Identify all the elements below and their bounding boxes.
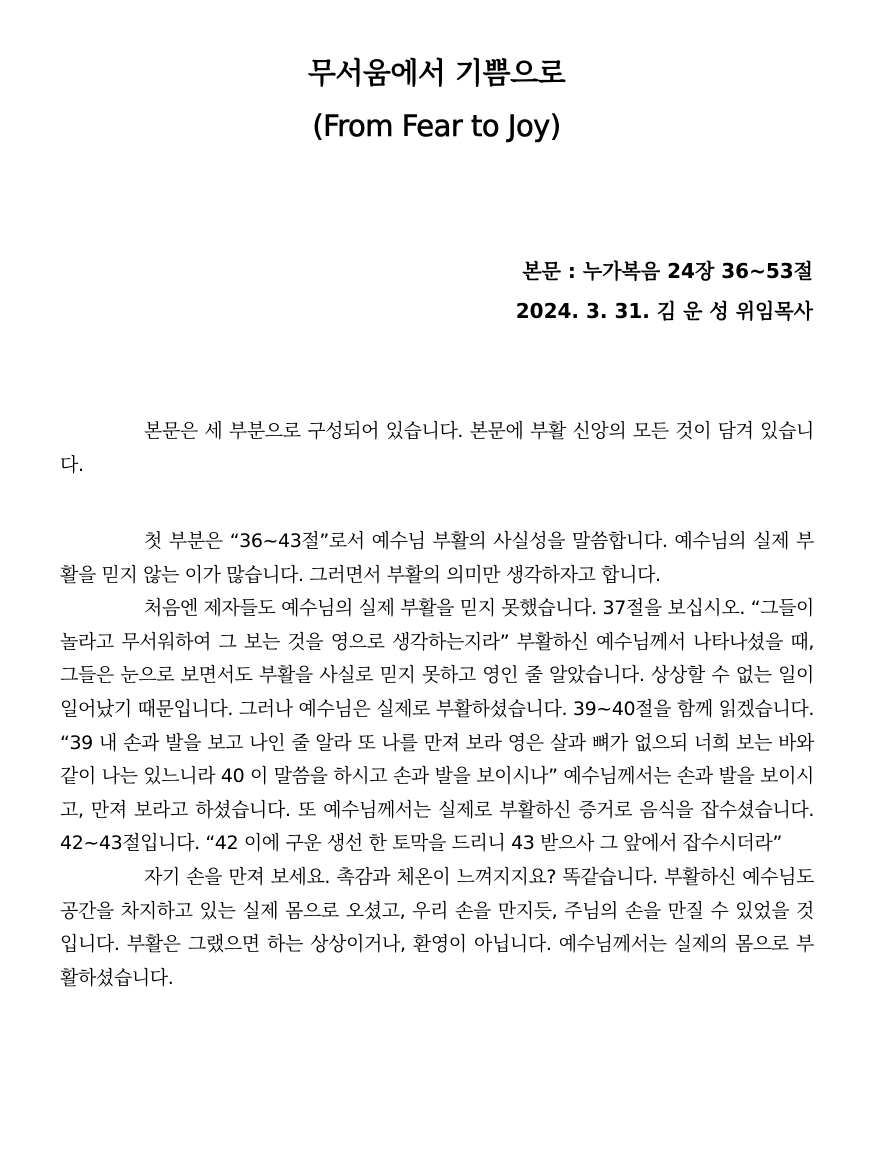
sermon-body <box>60 525 814 995</box>
scripture-reference: 본문 : 누가복음 24장 36~53절 <box>522 259 813 283</box>
sermon-title-korean: 무서움에서 기쁨으로 <box>307 56 566 90</box>
date-and-preacher: 2024. 3. 31. 김 운 성 위임목사 <box>515 299 813 323</box>
sermon-title-english: (From Fear to Joy) <box>312 109 561 143</box>
paragraph: 첫 부분은 “36~43절”로서 예수님 부활의 사실성을 말씀합니다. 예수님의 실제 부활을 믿지 않는 이가 많습니다. 그러면서 부활의 의미만 생각하자고 합니다. <box>60 530 814 586</box>
paragraph: 본문은 세 부분으로 구성되어 있습니다. 본문에 부활 신앙의 모든 것이 담겨 있습니다. <box>60 420 814 476</box>
sermon-intro <box>60 415 814 482</box>
paragraph: 자기 손을 만져 보세요. 촉감과 체온이 느껴지지요? 똑같습니다. 부활하신 예수님도 공간을 차지하고 있는 실제 몸으로 오셨고, 우리 손을 만지듯, 주님의 손을 만질 수 있었을 것입니다. 부활은 그랬으면 하는 상상이거나, 환영이 아닙니다. 예수님께서는 실제의 몸으로 부활하셨습니다. <box>60 865 814 989</box>
paragraph: 처음엔 제자들도 예수님의 실제 부활을 믿지 못했습니다. 37절을 보십시오. “그들이 놀라고 무서워하여 그 보는 것을 영으로 생각하는지라” 부활하신 예수님께서 나타나셨을 때, 그들은 눈으로 보면서도 부활을 사실로 믿지 못하고 영인 줄 알았습니다. 상상할 수 없는 일이 일어났기 때문입니다. 그러나 예수님은 실제로 부활하셨습니다. 39~40절을 함께 읽겠습니다. “39 내 손과 발을 보고 나인 줄 알라 또 나를 만져 보라 영은 살과 뼈가 없으되 너희 보는 바와 같이 나는 있느니라 40 이 말씀을 하시고 손과 발을 보이시나” 예수님께서는 손과 발을 보이시고, 만져 보라고 하셨습니다. 또 예수님께서는 실제로 부활하신 증거로 음식을 잡수셨습니다. 42~43절입니다. “42 이에 구운 생선 한 토막을 드리니 43 받으사 그 앞에서 잡수시더라” <box>60 597 814 855</box>
